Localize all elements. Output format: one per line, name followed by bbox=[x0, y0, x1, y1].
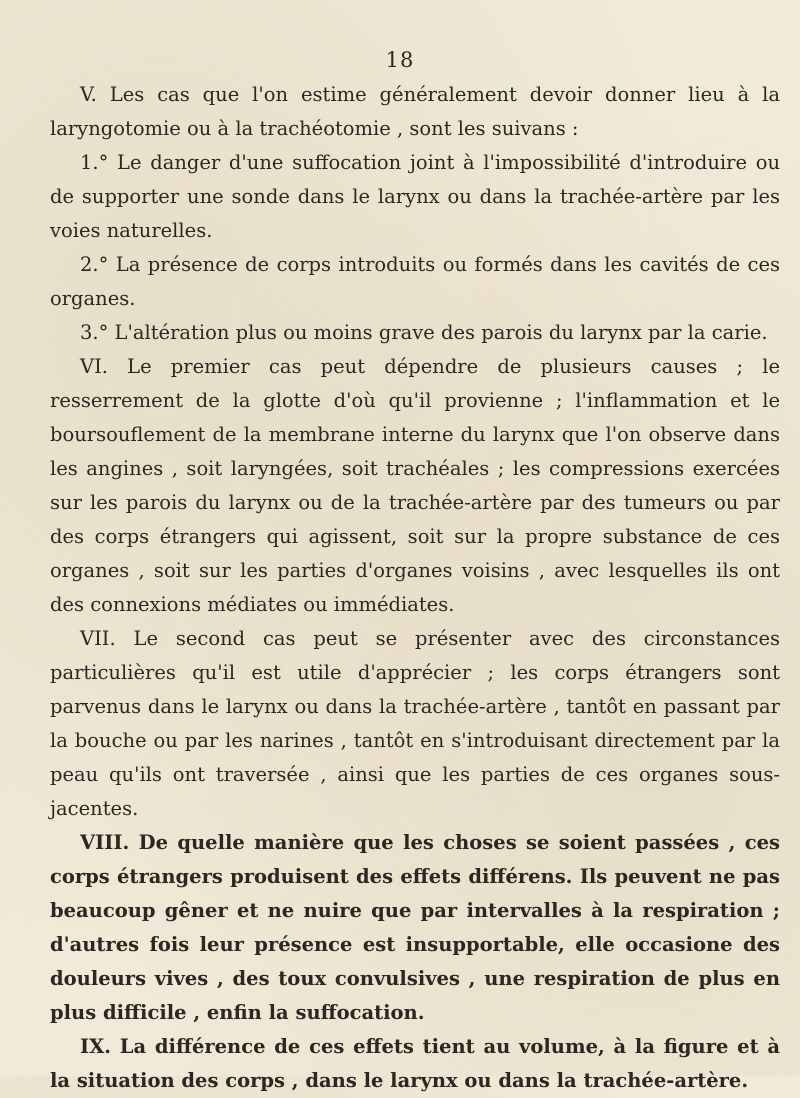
paragraph-item-2: 2.° La présence de corps introduits ou formés dans les cavités de ces organes. bbox=[50, 253, 780, 310]
paragraph-vii: VII. Le second cas peut se présenter avec des circonstances particulières qu'il est utile d'apprécier ; les corps étrangers sont parvenus dans le larynx ou dans la trachée-artère , tantôt en passant par la bouche ou par les narines , tantôt en s'introduisant directement par la peau qu'ils ont traversée , ainsi que les parties de ces organes sous-jacentes. bbox=[50, 627, 780, 820]
paragraph-vi: VI. Le premier cas peut dépendre de plusieurs causes ; le resserrement de la glotte d'où qu'il provienne ; l'inflammation et le boursouflement de la membrane interne du larynx que l'on observe dans les angines , soit laryngées, soit trachéales ; les compressions exercées sur les parois du larynx ou de la trachée-artère par des tumeurs ou par des corps étrangers qui agissent, soit sur la propre substance de ces organes , soit sur les parties d'organes voisins , avec lesquelles ils ont des connexions médiates ou immédiates. bbox=[50, 355, 780, 616]
paragraph-v: V. Les cas que l'on estime généralement devoir donner lieu à la laryngotomie ou à la trachéotomie , sont les suivans : bbox=[50, 83, 780, 140]
paragraph-ix: IX. La différence de ces effets tient au volume, à la figure et à la situation des corps , dans le larynx ou dans la trachée-artère. bbox=[50, 1035, 780, 1092]
body-text bbox=[50, 78, 780, 1098]
paragraph-item-3: 3.° L'altération plus ou moins grave des parois du larynx par la carie. bbox=[80, 321, 768, 344]
paragraph-viii: VIII. De quelle manière que les choses se soient passées , ces corps étrangers produisent des effets différens. Ils peuvent ne pas beaucoup gêner et ne nuire que par intervalles à la respiration ; d'autres fois leur présence est insupportable, elle occasione des douleurs vives , des toux convulsives , une respiration de plus en plus difficile , enfin la suffocation. bbox=[50, 831, 780, 1024]
page-number: 18 bbox=[385, 48, 415, 72]
paragraph-item-1: 1.° Le danger d'une suffocation joint à l'impossibilité d'introduire ou de supporter une sonde dans le larynx ou dans la trachée-artère par les voies naturelles. bbox=[50, 151, 780, 242]
